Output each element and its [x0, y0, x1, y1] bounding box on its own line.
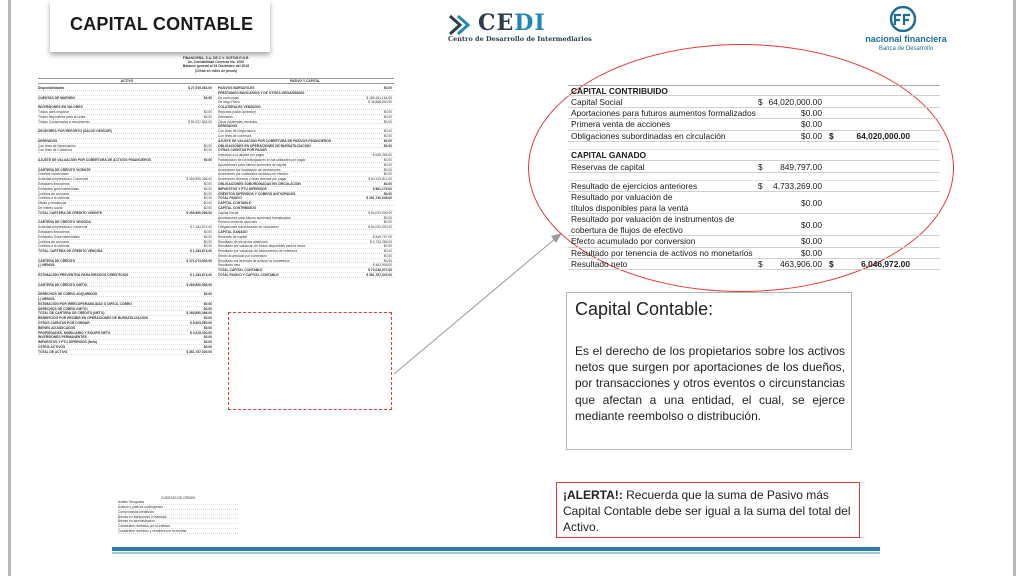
alert-text: Recuerda que la suma de Pasivo más Capital Contable debe ser igual a la suma del total del Activo.: [563, 488, 851, 534]
capital-row: [568, 192, 940, 214]
balance-row-value: $0.00: [383, 215, 392, 220]
capital-row-label: Reservas de capital: [571, 161, 645, 172]
capital-row-currency-total: $: [829, 259, 834, 270]
balance-row-value: $ 64,191,811.00: [368, 177, 392, 182]
balance-row-label: Resultado de ejercicios anteriores: [218, 239, 268, 244]
balance-row-value: [392, 148, 394, 152]
balance-row-value: $0.00: [383, 253, 392, 258]
balance-row-value: $0.00: [203, 292, 212, 297]
capital-row-label: Primera venta de acciones: [571, 119, 671, 130]
balance-row-value: $ 1,184,874.00: [190, 249, 212, 254]
balance-row-value: [212, 124, 214, 128]
balance-row-value: $0.00: [203, 335, 212, 340]
balance-row-label: PROPIEDADES, MOBILIARIO Y EQUIPO NETO: [38, 330, 111, 335]
balance-row-value: $ 8,603,560.00: [190, 321, 212, 326]
balance-row-label: CAPITAL CONTABLE: [218, 201, 251, 206]
capital-row-value: $0.00: [801, 119, 822, 130]
balance-row-label: Créditos de consumo: [38, 191, 70, 196]
balance-row-value: $0.00: [203, 239, 212, 244]
balance-row-label: CARTERA DE CRÉDITO VENCIDA: [38, 220, 91, 225]
balance-sheet-header-line: (Cifras en miles de pesos): [194, 68, 238, 73]
balance-row-label: De largo Plazo: [218, 100, 240, 105]
balance-row-label: (-) MENOS:: [38, 263, 56, 268]
alert-prefix: ¡ALERTA!:: [563, 488, 623, 502]
capital-row-value: $0.00: [801, 197, 822, 208]
balance-row-label: IMPUESTOS Y PTU DIFERIDOS (Neto): [38, 340, 98, 345]
balance-row-label: ESTIMACIÓN POR IRRECUPERABILIDAD O DIFÍCIL COBRO: [38, 301, 132, 306]
balance-row-label: CAPITAL GANADO: [218, 229, 248, 234]
balance-row-value: [392, 91, 394, 95]
balance-row-label: Disponibilidades: [38, 86, 65, 90]
balance-row-label: Resultado por tenencia de activos no monetarios: [218, 258, 290, 263]
balance-row-label: Con fines de Negociación: [38, 143, 76, 148]
capital-row: [568, 119, 940, 130]
capital-row: [568, 181, 940, 192]
balance-row-value: $ 271,074,940.00: [186, 258, 212, 263]
balance-row-label: DERIVADOS: [218, 124, 238, 129]
balance-sheet-header-line: Av. Contabilidad Correcta No. 1000: [187, 60, 245, 65]
balance-row-value: $0.00: [203, 148, 212, 153]
balance-row-value: $ 36,868,830.00: [368, 100, 392, 105]
balance-row-value: $ 70,046,972.00: [368, 268, 392, 273]
balance-row-label: OTRAS CUENTAS POR PAGAR: [218, 148, 267, 153]
balance-row-value: $ 463,906.00: [372, 263, 392, 268]
balance-row-label: Entidades Gubernamentales: [38, 234, 80, 239]
balance-row-value: [212, 278, 214, 282]
memorandum-title: CUENTAS DE ORDEN: [161, 496, 195, 500]
balance-row-value: [392, 206, 394, 210]
balance-row-label: BIENES ADJUDICADOS: [38, 325, 76, 330]
capital-row-currency: $: [758, 180, 763, 191]
capital-row: [568, 259, 940, 270]
balance-row-label: TOTAL DE ACTIVO: [38, 349, 68, 354]
cedi-subtitle: Centro de Desarrollo de Intermediarios: [448, 35, 592, 43]
capital-row: [568, 108, 940, 119]
balance-row-label: TOTAL CARTERA DE CRÉDITO VENCIDA: [38, 249, 103, 254]
balance-sheet-header-line: FINANCIERA, S.A. DE C.V. SOFOM E.N.R.: [182, 56, 250, 60]
balance-row-value: [212, 220, 214, 224]
capital-row: [568, 161, 940, 172]
balance-row-label: Primera venta de acciones: [218, 220, 258, 225]
balance-row-label: Entidades financieras: [38, 181, 70, 186]
col-pasivo-capital: PASIVO Y CAPITAL: [289, 79, 321, 83]
balance-sheet-right-column: [218, 86, 394, 278]
balance-row-value: $ 1,184,874.00: [190, 225, 212, 230]
balance-row-label: Con fines de cobertura: [218, 133, 252, 138]
balance-row-value: $ 361,787,020.00: [186, 349, 212, 354]
balance-row-label: Actividad empresarial o Comercial: [38, 177, 89, 182]
nafin-mark-icon: [886, 6, 920, 32]
balance-row-label: Créditos comerciales: [38, 172, 69, 177]
capital-row-total: 64,020,000.00: [856, 130, 910, 141]
capital-row: [568, 248, 940, 259]
balance-row-value: [212, 129, 214, 133]
balance-row-label: DERECHOS DE COBRO (NETO): [38, 306, 88, 311]
balance-row-label: CARTERA DE CRÉDITO VIGENTE: [38, 167, 91, 172]
balance-row-label: TOTAL PASIVO Y CAPITAL CONTABLE: [218, 273, 279, 278]
capital-row: [568, 214, 940, 236]
balance-row-value: $ 291,740,048.00: [366, 196, 392, 201]
balance-row-value: $ 361,787,020.00: [366, 273, 392, 278]
capital-row: [568, 142, 940, 150]
balance-row-value: $0.00: [203, 340, 212, 345]
footer-bar: [112, 547, 880, 551]
memorandum-row: Colaterales recibidos por la entidad: [118, 524, 238, 529]
balance-row-label: OBLIGACIONES EN OPERACIONES DE BURSATILIZACIÓN: [218, 143, 311, 148]
balance-row-value: $0.00: [383, 109, 392, 114]
balance-row-value: $0.00: [383, 157, 392, 162]
balance-row-value: [212, 254, 214, 258]
balance-row-label: Derivados: [218, 114, 233, 119]
balance-row-label: OBLIGACIONES SUBORDINADAS EN CIRCULACIÓN: [218, 181, 301, 186]
balance-row-label: Resultado neto: [218, 263, 241, 268]
balance-row-label: DERECHOS DE COBRO ADQUIRIDOS: [38, 292, 98, 297]
balance-row-label: PRÉSTAMOS BANCARIOS Y DE OTROS ORGANISMOS: [218, 90, 305, 95]
balance-row-value: $ 64,020,000.00: [368, 225, 392, 230]
capital-row-currency: $: [758, 161, 763, 172]
balance-row-value: $0.00: [383, 167, 392, 172]
capital-row: [568, 131, 940, 142]
balance-row-value: $0.00: [383, 181, 392, 186]
balance-row-label: TOTAL PASIVO: [218, 196, 242, 201]
balance-row-value: [212, 139, 214, 143]
balance-row-value: $0.00: [383, 172, 392, 177]
capital-row-value: $0.00: [801, 219, 822, 230]
balance-row-label: Resultado por valuación de títulos disponibles para la venta: [218, 244, 306, 249]
capital-row: [568, 236, 940, 247]
capital-row-value: 463,906.00: [780, 259, 822, 270]
capital-row-label: Obligaciones subordinadas en circulación: [571, 130, 726, 141]
capital-row-value: $0.00: [801, 236, 822, 247]
balance-row-label: TOTAL CARTERA DE CRÉDITO VIGENTE: [38, 210, 103, 215]
balance-row-value: $0.00: [383, 244, 392, 249]
balance-row-label: CRÉDITOS DIFERIDOS Y COBROS ANTICIPADOS: [218, 191, 296, 196]
alert-box: [556, 482, 860, 538]
balance-row-label: Con fines de Cobertura: [38, 148, 73, 153]
balance-row-value: [212, 172, 214, 176]
balance-row-label: INVERSIONES EN VALORES: [38, 105, 83, 110]
balance-row-value: $ 861,175.00: [372, 186, 392, 191]
capital-row-value: $0.00: [801, 107, 822, 118]
balance-row-value: [212, 91, 214, 95]
balance-row-value: $ 269,890,066.00: [186, 282, 212, 287]
left-border-line: [8, 0, 11, 576]
balance-row-value: [212, 287, 214, 291]
balance-row-label: Créditos a la vivienda: [38, 244, 70, 249]
balance-row-value: $ 27,919,362.00: [188, 86, 212, 90]
balance-row-label: Títulos disponibles para la venta: [38, 114, 86, 119]
balance-row-label: CARTERA DE CRÉDITO (NETO): [38, 282, 88, 287]
balance-row-label: Reservas de capital: [218, 234, 247, 239]
balance-row-value: [212, 297, 214, 301]
balance-row-value: [392, 230, 394, 234]
balance-row-label: Capital Social: [218, 210, 239, 215]
capital-row-value: 849,797.00: [780, 161, 822, 172]
nafin-logo: [856, 6, 956, 56]
balance-row-label: DEUDORES POR REPORTO (SALDO DEUDOR): [38, 129, 112, 134]
memorandum-row: Avales Otorgados: [118, 500, 238, 505]
col-activo: ACTIVO: [120, 79, 134, 83]
balance-row-value: [212, 105, 214, 109]
capital-row-label: Capital Social: [571, 96, 623, 107]
balance-row-label: INVERSIONES PERMANENTES: [38, 335, 87, 340]
balance-row-value: $ 648,395.00: [372, 153, 392, 158]
balance-row-value: [212, 268, 214, 272]
balance-row-label: Acreedores diversos y otras cuentas por pagar: [218, 177, 287, 182]
balance-sheet-header-line: Balance general al 31 Diciembre del 2016: [182, 64, 250, 69]
balance-row-value: $0.00: [383, 220, 392, 225]
balance-row-value: $0.00: [383, 249, 392, 254]
balance-row-label: Reportos (saldo acreedor): [218, 109, 257, 114]
balance-row-value: $0.00: [383, 129, 392, 134]
balance-row-value: [212, 134, 214, 138]
capital-row-currency-total: $: [829, 130, 834, 141]
balance-row-label: DERIVADOS: [38, 138, 58, 143]
balance-row-label: TOTAL DE CARTERA DE CRÉDITO (NETO): [38, 311, 105, 316]
balance-sheet-left-column: [38, 86, 214, 355]
balance-row-label: Impuesto a la utilidad por pagar: [218, 153, 265, 158]
balance-row-value: $0.00: [203, 306, 212, 311]
balance-row-value: $0.00: [203, 186, 212, 191]
capital-highlight-box: [228, 312, 392, 410]
capital-row: [568, 85, 940, 96]
balance-row-label: OTROS ACTIVOS: [38, 345, 66, 350]
balance-row-label: COLATERALES VENDIDOS: [218, 105, 261, 110]
capital-table: [568, 85, 940, 270]
balance-row-label: CARTERA DE CRÉDITO: [38, 258, 76, 263]
balance-sheet-header: [38, 56, 394, 73]
balance-row-label: AJUSTE DE VALUACIÓN POR COBERTURA DE PASIVOS FINANCIEROS: [218, 138, 332, 143]
capital-row-label: CAPITAL CONTRIBUIDO: [571, 85, 668, 96]
balance-row-label: Media y residencial: [38, 201, 67, 206]
capital-row-value: 4,733,269.00: [773, 180, 822, 191]
balance-row-value: $0.00: [383, 191, 392, 196]
balance-row-value: $0.00: [203, 345, 212, 350]
balance-row-value: $ 3,519,400.00: [190, 330, 212, 335]
capital-row-label: Resultado por valuación de títulos disponibles para la venta: [571, 191, 689, 213]
balance-sheet-columns: [38, 78, 394, 84]
capital-row-label: Resultado por tenencia de activos no monetarios: [571, 247, 753, 258]
balance-row-value: [392, 105, 394, 109]
balance-row-value: $0.00: [383, 133, 392, 138]
balance-row-label: Entidades financieras: [38, 229, 70, 234]
balance-row-label: Acreedores por liquidación de operaciones: [218, 167, 281, 172]
balance-row-value: $ 849,797.00: [372, 234, 392, 239]
right-border-line: [1013, 0, 1016, 576]
balance-row-label: Aportaciones para futuros aumentos de capital: [218, 162, 287, 167]
balance-row-label: CAPITAL CONTRIBUIDO: [218, 205, 257, 210]
balance-row-label: ESTIMACIÓN PREVENTIVA PARA RIESGOS CREDITICIOS: [38, 273, 129, 278]
balance-row-value: $ 189,161,164.00: [366, 95, 392, 100]
balance-row-value: $0.00: [203, 143, 212, 148]
balance-row-value: $0.00: [383, 143, 392, 148]
capital-row-total: 6,046,972.00: [861, 259, 910, 270]
memorandum-row: Bienes en fideicomiso o mandato: [118, 515, 238, 520]
nafin-subtitle: Banca de Desarrollo: [878, 46, 934, 52]
definition-box: [566, 292, 852, 450]
capital-row-label: Resultado por valuación de instrumentos de cobertura de flujos de efectivo: [571, 213, 735, 235]
balance-row-value: [212, 153, 214, 157]
capital-row: [568, 173, 940, 181]
balance-row-label: Participación de los trabajadores en las utilidades por pagar: [218, 157, 306, 162]
balance-row-label: TOTAL CAPITAL CONTABLE: [218, 268, 263, 273]
balance-row-label: PASIVOS BURSÁTILES: [218, 86, 255, 90]
balance-row-value: $0.00: [203, 325, 212, 330]
balance-row-value: $ 4,733,269.00: [370, 239, 392, 244]
balance-row-label: Títulos para negociar: [38, 109, 69, 114]
capital-row-value: 64,020,000.00: [768, 96, 822, 107]
cedi-logo: [448, 10, 592, 46]
balance-row-value: [392, 201, 394, 205]
balance-row-value: $0.00: [203, 301, 212, 306]
balance-row-value: $0.00: [203, 229, 212, 234]
slide-title: CAPITAL CONTABLE: [70, 14, 254, 34]
balance-row-value: $ 269,890,066.00: [186, 210, 212, 215]
balance-row-value: $0.00: [203, 201, 212, 206]
memorandum-row: Bienes en administración: [118, 519, 238, 524]
balance-row-label: De corto plazo: [218, 95, 240, 100]
balance-row-label: Efecto acumulado por conversión: [218, 253, 267, 258]
balance-row-label: IMPUESTOS Y PTU DIFERIDOS: [218, 186, 267, 191]
capital-row-label: CAPITAL GANADO: [571, 150, 647, 161]
balance-row-value: [212, 263, 214, 267]
balance-row-value: [212, 216, 214, 220]
balance-row-value: $0.00: [203, 205, 212, 210]
balance-row-value: [212, 100, 214, 104]
capital-row-value: $0.00: [801, 130, 822, 141]
capital-row: [568, 150, 940, 161]
balance-row-label: BENEFICIOS POR RECIBIR EN OPERACIONES DE BURSATILIZACIÓN: [38, 316, 148, 321]
balance-row-value: $ 64,020,000.00: [368, 210, 392, 215]
balance-row: [218, 273, 394, 278]
balance-row-value: $0.00: [383, 86, 392, 90]
balance-row-label: Actividad empresarial o comercial: [38, 225, 88, 230]
balance-row-value: $0.00: [203, 181, 212, 186]
memorandum-row: Colaterales recibidos y vendidos por la entidad: [118, 529, 238, 534]
balance-row-label: Títulos Conservados a vencimiento: [38, 119, 90, 124]
balance-row-value: $ 269,890,066.00: [186, 311, 212, 316]
balance-row: [38, 350, 214, 355]
capital-row-value: $0.00: [801, 247, 822, 258]
balance-row-label: Entidades gubernamentales: [38, 186, 80, 191]
balance-row-label: Aportaciones para futuros aumentos formalizados: [218, 215, 291, 220]
balance-row-label: Con fines de Negociación: [218, 129, 256, 134]
definition-title: Capital Contable:: [575, 299, 714, 319]
nafin-name: nacional financiera: [865, 34, 947, 44]
capital-row-label: Resultado de ejercicios anteriores: [571, 180, 698, 191]
balance-row-value: $0.00: [203, 196, 212, 201]
footer-bar-thin: [112, 552, 880, 554]
balance-row-value: $0.00: [383, 162, 392, 167]
capital-row-label: Efecto acumulado por conversion: [571, 236, 696, 247]
capital-row: [568, 96, 940, 107]
balance-row-label: Obligaciones subordinadas en circulación: [218, 225, 279, 230]
balance-row-value: $ 1,184,874.00: [190, 273, 212, 278]
balance-row-value: $0.00: [383, 119, 392, 124]
balance-row-value: $0.00: [203, 316, 212, 321]
balance-row-label: AJUSTE DE VALUACIÓN POR COBERTURA DE ACTIVOS FINANCIEROS: [38, 157, 152, 162]
balance-row-label: Créditos a la vivienda: [38, 196, 70, 201]
balance-row-value: $0.00: [203, 191, 212, 196]
balance-row-label: Otros colaterales vendidos: [218, 119, 258, 124]
cedi-name: CEDI: [478, 10, 546, 36]
balance-row-value: $0.00: [203, 114, 212, 119]
balance-row-label: Créditos de consumo: [38, 239, 70, 244]
definition-text: Es el derecho de los propietarios sobre los activos netos que surgen por aportaciones de los dueños, por transacciones y otros eventos o circunstancias que afectan a una entidad, el cual, se ejerce mediante reembolso o distribución.: [575, 344, 845, 423]
balance-row-value: $0.00: [203, 234, 212, 239]
balance-row-value: [212, 163, 214, 167]
capital-row-currency: $: [758, 259, 763, 270]
balance-row-label: De interés social: [38, 205, 63, 210]
cedi-mark-icon: [448, 14, 474, 36]
balance-row-value: [392, 124, 394, 128]
capital-row-label: Resultado neto: [571, 259, 628, 270]
balance-row-label: CUENTAS DE MARGEN: [38, 95, 75, 100]
balance-row-label: Acreedores por colaterales recibidos en efectivo: [218, 172, 289, 177]
balance-row-value: $0.00: [383, 114, 392, 119]
memorandum-accounts: [118, 496, 238, 534]
balance-row-label: OTRAS CUENTAS POR COBRAR: [38, 321, 90, 326]
balance-sheet-image: [38, 56, 394, 556]
balance-row-value: $0.00: [383, 258, 392, 263]
balance-row-value: $0.00: [203, 157, 212, 162]
capital-row-label: Aportaciones para futuros aumentos formalizados: [571, 107, 756, 118]
balance-row-value: $0.00: [383, 138, 392, 143]
balance-row-value: $0.00: [203, 95, 212, 100]
balance-row-value: $0.00: [203, 244, 212, 249]
balance-row-label: Resultado por valuación de instrumentos de cobertura: [218, 249, 298, 254]
balance-row-value: $ 51,027,862.00: [188, 119, 212, 124]
memorandum-row: Activos y pasivos contingentes: [118, 505, 238, 510]
balance-row-label: (-) MENOS:: [38, 297, 56, 302]
balance-row-value: $ 269,890,066.00: [186, 177, 212, 182]
balance-row-value: [212, 168, 214, 172]
balance-row-value: $0.00: [203, 109, 212, 114]
capital-row-currency: $: [758, 96, 763, 107]
memorandum-row: Compromisos crediticios: [118, 510, 238, 515]
